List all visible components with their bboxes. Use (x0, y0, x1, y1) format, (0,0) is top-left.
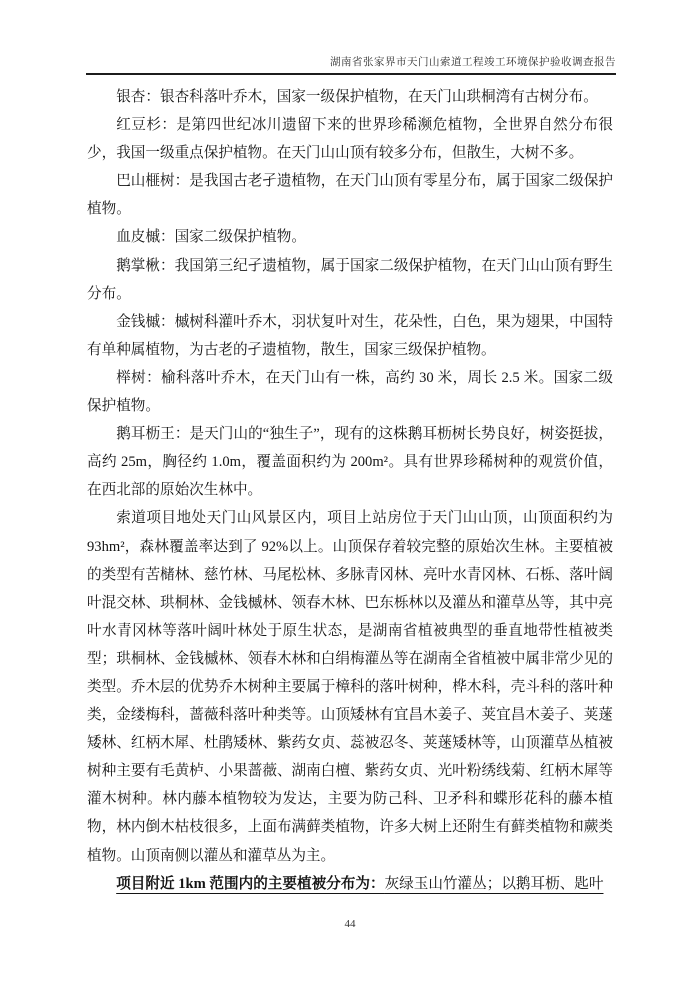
paragraph-bashanfeishu: 巴山榧树：是我国古老孑遗植物，在天门山顶有零星分布，属于国家二级保护植物。 (87, 173, 613, 218)
paragraph-jinqianqi: 金钱槭：槭树科灌叶乔木，羽状复叶对生，花朵性，白色，果为翅果，中国特有单种属植物，为古老的孑遗植物，散生，国家三级保护植物。 (87, 313, 613, 358)
paragraph-xuepiqi: 血皮槭：国家二级保护植物。 (116, 229, 306, 246)
underlined-lead-text: 项目附近 1km 范围内的主要植被分布为： (116, 875, 385, 892)
page-footer (0, 914, 700, 932)
paragraph-eerliwang: 鹅耳枥王：是天门山的“独生子”，现有的这株鹅耳枥树长势良好，树姿挺拔，高约 25m，胸径约 1.0m，覆盖面积约为 200m²。具有世界珍稀树种的观赏价值，在西北部的原始次生林中。 (87, 426, 613, 499)
paragraph-underlined-distribution (87, 870, 613, 898)
page-number: 44 (344, 918, 356, 930)
header-rule (86, 73, 616, 75)
paragraph-yinxing: 银杏：银杏科落叶乔木，国家一级保护植物，在天门山珙桐湾有古树分布。 (116, 89, 598, 105)
paragraph-jushu: 榉树：榆科落叶乔木，在天门山有一株，高约 30 米，周长 2.5 米。国家二级保护植物。 (87, 369, 613, 415)
document-body (87, 83, 613, 898)
paragraph-ezhangqiu: 鹅掌楸：我国第三纪孑遗植物，属于国家二级保护植物，在天门山山顶有野生分布。 (87, 257, 613, 302)
header-title: 湖南省张家界市天门山索道工程竣工环境保护验收调查报告 (330, 57, 616, 68)
paragraph-suodao-vegetation: 索道项目地处天门山风景区内，项目上站房位于天门山山顶，山顶面积约为93hm²，森林覆盖率达到了 92%以上。山顶保存着较完整的原始次生林。主要植被的类型有苦槠林、慈竹林、马尾松林、多脉青冈林、亮叶水青冈林、石栎、落叶阔叶混交林、珙桐林、金钱槭林、领春木林、巴东栎林以及灌丛和灌草丛等，其中亮叶水青冈林等落叶阔叶林处于原生状态，是湖南省植被典型的垂直地带性植被类型；珙桐林、金钱槭林、领春木林和白绢梅灌丛等在湖南全省植被中属非常少见的类型。乔木层的优势乔木树种主要属于樟科的落叶树种，桦木科，壳斗科的落叶种类，金缕梅科，蔷薇科落叶种类等。山顶矮林有宜昌木姜子、荚宜昌木姜子、荚蒾矮林、红柄木犀、杜鹃矮林、紫药女贞、蕊被忍冬、荚蒾矮林等，山顶灌草丛植被树种主要有毛黄栌、小果蔷薇、湖南白檀、紫药女贞、光叶粉绣线菊、红柄木犀等灌木树种。林内藤本植物较为发达，主要为防己科、卫矛科和蝶形花科的藤本植物，林内倒木枯枝很多，上面布满藓类植物，许多大树上还附生有藓类植物和蕨类植物。山顶南侧以灌丛和灌草丛为主。 (87, 510, 613, 864)
page-header (86, 54, 616, 75)
paragraph-hongdoushan: 红豆杉：是第四世纪冰川遗留下来的世界珍稀濒危植物，全世界自然分布很少，我国一级重点保护植物。在天门山山顶有较多分布，但散生，大树不多。 (87, 117, 613, 162)
underlined-rest-text: 灰绿玉山竹灌丛；以鹅耳枥、匙叶 (384, 875, 604, 892)
